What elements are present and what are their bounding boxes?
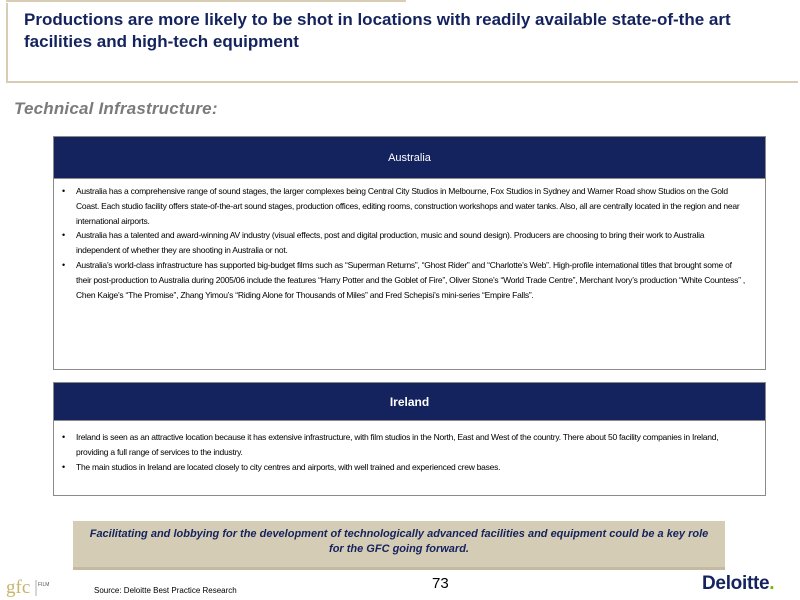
gfc-film-logo-icon [6, 576, 52, 598]
section-heading: Technical Infrastructure: [14, 99, 218, 118]
list-item [62, 460, 745, 475]
list-item [62, 430, 745, 460]
list-item [62, 184, 745, 228]
bullet-text: Australia has a comprehensive range of sound stages, the larger complexes being Central City Studios in Melbourne, Fox Studios in Sydney and Warner Road show Studios on the Gold Coast. Each studio facility offers state-of-the-art sound stages, production offices, editing rooms, construction workshops and water tanks. Also, all are centrally located in the region and near international airports. [76, 186, 740, 226]
deloitte-logo-text: Deloitte [702, 573, 770, 594]
list-item [62, 228, 745, 258]
gfc-logo-sub: FILM [38, 582, 50, 588]
bullet-icon: • [62, 259, 65, 270]
callout-box [73, 521, 725, 567]
slide-title: Productions are more likely to be shot in locations with readily available state-of-the art facilities and high-tech equipment [24, 10, 731, 51]
deloitte-logo-dot: . [769, 573, 775, 594]
bullet-text: Australia has a talented and award-winning AV industry (visual effects, post and digital production, music and sound design). Producers are choosing to bring their work to Australia independent of whether they are shooting in Australia or not. [76, 230, 705, 256]
gfc-logo-text: gfc [6, 577, 31, 598]
deloitte-logo [702, 573, 774, 595]
bullet-text: The main studios in Ireland are located closely to city centres and airports, with well trained and experienced crew bases. [76, 461, 501, 472]
bullet-icon: • [62, 461, 65, 472]
bullet-icon: • [62, 186, 65, 196]
australia-bullet-list [54, 179, 765, 302]
australia-panel-header: Australia [54, 137, 765, 179]
ireland-panel-header: Ireland [54, 383, 765, 421]
ireland-bullet-list [54, 421, 765, 474]
bullet-text: Ireland is seen as an attractive location because it has extensive infrastructure, with film studios in the North, East and West of the country. There about 50 facility companies in Ireland, providing a full range of services to the industry. [76, 432, 719, 457]
bullet-text: Australia’s world-class infrastructure has supported big-budget films such as “Superman Returns”, “Ghost Rider” and “Charlotte’s Web”. High-profile international titles that brought some of their post-production to Australia during 2005/06 include the features “Harry Potter and the Goblet of Fire”, Oliver Stone’s “World Trade Centre”, Merchant Ivory’s production “White Countess” , Chen Kaige’s “The Promise”, Zhang Yimou’s “Riding Alone for Thousands of Miles” and Fred Schepisi’s mini-series “Empire Falls”. [76, 259, 745, 300]
list-item [62, 258, 745, 302]
bullet-icon: • [62, 230, 65, 241]
australia-panel [53, 136, 766, 370]
source-note: Source: Deloitte Best Practice Research [94, 586, 237, 595]
bullet-icon: • [62, 432, 65, 442]
callout-text: Facilitating and lobbying for the development of technologically advanced facilities and equipment could be a key role for the GFC going forward. [89, 528, 709, 555]
ireland-panel [53, 382, 766, 496]
page-number: 73 [432, 575, 449, 592]
